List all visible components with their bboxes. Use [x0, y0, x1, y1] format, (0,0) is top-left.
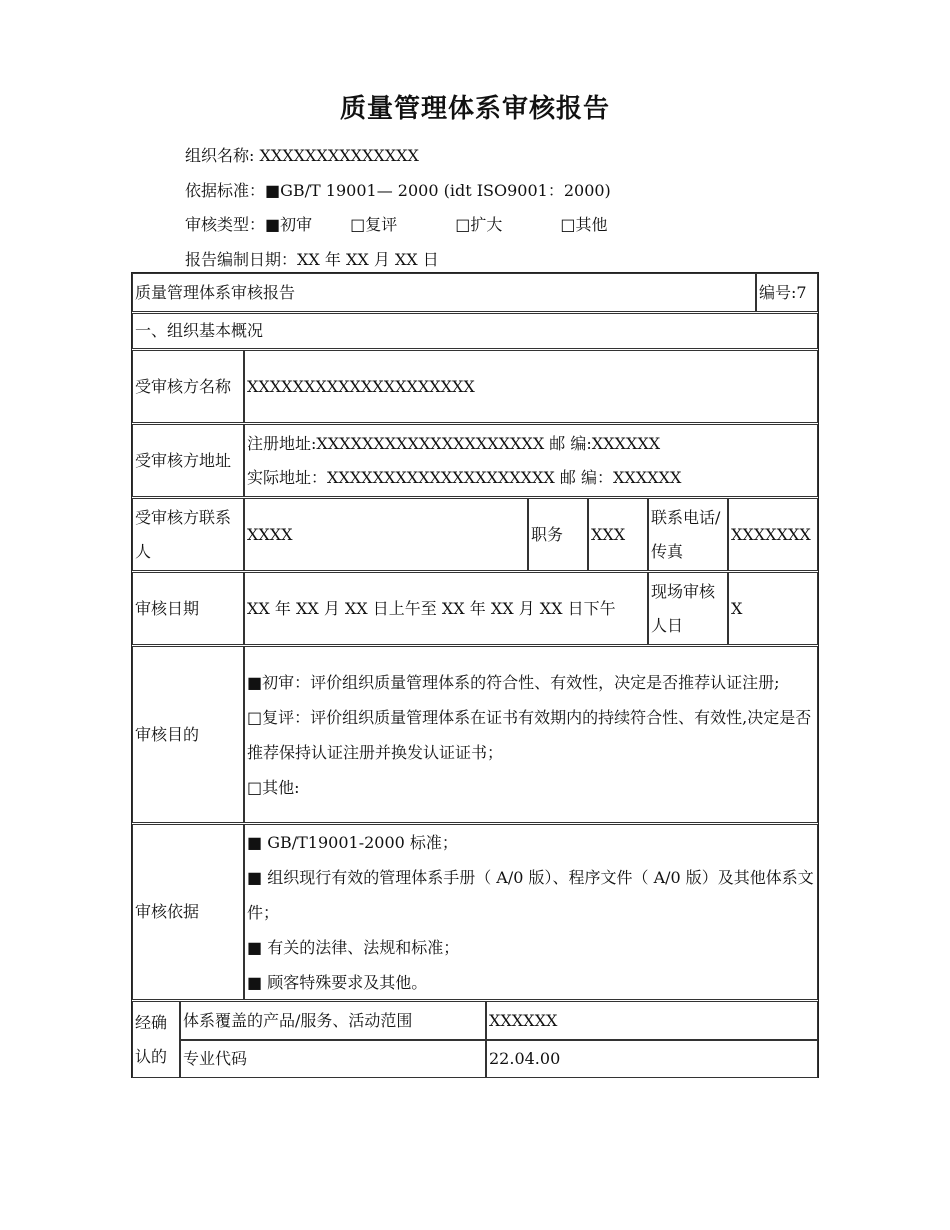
- purpose-other: □其他:: [247, 777, 300, 797]
- phone-value: XXXXXXX: [728, 498, 818, 571]
- phone-label: 联系电话/传真: [648, 498, 728, 571]
- report-date-line: 报告编制日期：XX 年 XX 月 XX 日: [185, 250, 439, 269]
- purpose-initial: ■初审：评价组织质量管理体系的符合性、有效性，决定是否推荐认证注册;: [247, 672, 780, 692]
- auditee-name-label: 受审核方名称: [132, 350, 244, 423]
- table-header-title: 质量管理体系审核报告: [132, 273, 756, 312]
- purpose-recert: □复评：评价组织质量管理体系在证书有效期内的持续符合性、有效性,决定是否推荐保持认证注册并换发认证证书；: [247, 707, 812, 762]
- code-label: 专业代码: [180, 1040, 486, 1078]
- position-value: XXX: [588, 498, 648, 571]
- audit-type-label: 审核类型：: [185, 215, 266, 234]
- scope-value: XXXXXX: [486, 1001, 818, 1040]
- contact-value: XXXX: [244, 498, 528, 571]
- registered-address: 注册地址:XXXXXXXXXXXXXXXXXXXX 邮 编:XXXXXX: [247, 433, 661, 453]
- contact-label: 受审核方联系人: [132, 498, 244, 571]
- auditee-name-value: XXXXXXXXXXXXXXXXXXXX: [244, 350, 818, 423]
- auditee-address-value: [244, 424, 818, 497]
- standard-line: 依据标准：■GB/T 19001— 2000 (idt ISO9001：2000): [185, 181, 611, 200]
- table-header-number: 编号:7: [756, 273, 818, 312]
- onsite-days-value: X: [728, 572, 818, 645]
- audit-basis-value: [244, 824, 818, 1000]
- audit-purpose-label: 审核目的: [132, 646, 244, 823]
- confirmed-label: 经确认的: [132, 1001, 180, 1078]
- basis-laws: ■ 有关的法律、法规和标准；: [247, 937, 460, 957]
- basis-customer: ■ 顾客特殊要求及其他。: [247, 972, 428, 992]
- scope-label: 体系覆盖的产品/服务、活动范围: [180, 1001, 486, 1040]
- audit-date-label: 审核日期: [132, 572, 244, 645]
- audit-basis-label: 审核依据: [132, 824, 244, 1000]
- audit-type-extension: □扩大: [455, 215, 503, 234]
- code-value: 22.04.00: [486, 1040, 818, 1078]
- org-name-line: 组织名称: XXXXXXXXXXXXXX: [185, 146, 419, 165]
- report-title: 质量管理体系审核报告: [339, 94, 610, 124]
- onsite-days-label: 现场审核人日: [648, 572, 728, 645]
- auditee-address-label: 受审核方地址: [132, 424, 244, 497]
- actual-address: 实际地址：XXXXXXXXXXXXXXXXXXXX 邮 编：XXXXXX: [247, 467, 682, 487]
- basis-manual: ■ 组织现行有效的管理体系手册（ A/0 版）、程序文件（ A/0 版）及其他体系文件；: [247, 867, 814, 922]
- audit-type-initial: ■初审: [265, 215, 313, 234]
- section-basic-info: 一、组织基本概况: [132, 313, 818, 349]
- audit-type-line: [185, 215, 608, 235]
- basis-standard: ■ GB/T19001-2000 标准；: [247, 832, 458, 852]
- audit-type-recert: □复评: [350, 215, 398, 234]
- audit-type-other: □其他: [560, 215, 608, 234]
- position-label: 职务: [528, 498, 588, 571]
- audit-purpose-value: [244, 646, 818, 823]
- audit-date-value: XX 年 XX 月 XX 日上午至 XX 年 XX 月 XX 日下午: [244, 572, 648, 645]
